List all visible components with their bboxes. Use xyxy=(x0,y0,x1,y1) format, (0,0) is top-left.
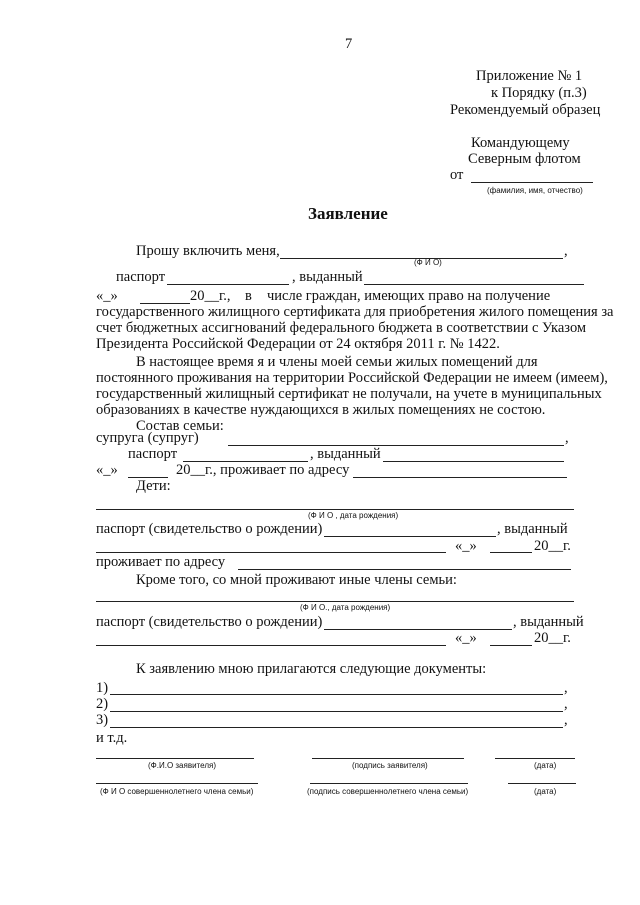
applicant-signature-line[interactable] xyxy=(312,758,464,759)
member-signature-caption: (подпись совершеннолетнего члена семьи) xyxy=(307,787,469,796)
date-year: 20__г., xyxy=(190,288,231,304)
member-fio-sign-line[interactable] xyxy=(96,783,258,784)
addressee-line-1: Командующему xyxy=(471,135,570,151)
in-word: в xyxy=(245,288,252,304)
other-issued: , выданный xyxy=(513,614,584,630)
spouse-field-line[interactable] xyxy=(228,445,564,446)
spouse-date-address: 20__г., проживает по адресу xyxy=(176,462,350,478)
spouse-comma: , xyxy=(565,430,569,446)
other-issued-line[interactable] xyxy=(96,645,446,646)
child-address-label: проживает по адресу xyxy=(96,554,226,570)
etc-text: и т.д. xyxy=(96,730,128,746)
paragraph2-line1: В настоящее время я и члены моей семьи жилых помещений для xyxy=(136,354,538,370)
date-quote: «_» xyxy=(96,288,118,304)
spouse-date-quote: «_» xyxy=(96,462,118,478)
member-date-line[interactable] xyxy=(508,783,576,784)
child-fio-line[interactable] xyxy=(96,509,574,510)
other-fio-line[interactable] xyxy=(96,601,574,602)
spouse-label: супруга (супруг) xyxy=(96,430,199,446)
appendix-line-3: Рекомендуемый образец xyxy=(450,102,601,118)
documents-heading: К заявлению мною прилагаются следующие документы: xyxy=(136,661,487,677)
from-caption: (фамилия, имя, отчество) xyxy=(487,186,583,195)
family-heading: Состав семьи: xyxy=(136,418,224,434)
passport-issued: , выданный xyxy=(292,269,363,285)
other-date-line[interactable] xyxy=(490,645,532,646)
child-passport-label: паспорт (свидетельство о рождении) xyxy=(96,521,323,537)
paragraph1-line4: Президента Российской Федерации от 24 октября 2011 г. № 1422. xyxy=(96,336,500,352)
spouse-issued: , выданный xyxy=(310,446,381,462)
child-caption: (Ф И О , дата рождения) xyxy=(308,511,399,520)
page-number: 7 xyxy=(345,36,353,52)
document-title: Заявление xyxy=(308,204,388,223)
include-me-text: Прошу включить меня, xyxy=(136,243,280,259)
document-item-1-label: 1) xyxy=(96,680,109,696)
member-fio-caption: (Ф И О совершеннолетнего члена семьи) xyxy=(100,787,254,796)
document-item-3-line[interactable] xyxy=(110,727,563,728)
applicant-signature-caption: (подпись заявителя) xyxy=(352,761,428,770)
child-issued: , выданный xyxy=(497,521,568,537)
child-passport-line[interactable] xyxy=(324,536,496,537)
other-date-year: 20__г. xyxy=(534,630,571,646)
child-issued-line[interactable] xyxy=(96,552,446,553)
from-label: от xyxy=(450,167,464,183)
member-date-caption: (дата) xyxy=(534,787,557,796)
appendix-line-2: к Порядку (п.3) xyxy=(491,85,587,101)
spouse-issued-line[interactable] xyxy=(383,461,564,462)
applicant-fio-caption: (Ф.И.О заявителя) xyxy=(148,761,216,770)
paragraph1-line1: числе граждан, имеющих право на получение xyxy=(267,288,551,304)
document-item-3-comma: , xyxy=(564,712,568,728)
other-caption: (Ф И О., дата рождения) xyxy=(300,603,391,612)
spouse-address-line[interactable] xyxy=(353,477,567,478)
other-date-quote: «_» xyxy=(455,630,477,646)
passport-label: паспорт xyxy=(116,269,166,285)
children-label: Дети: xyxy=(136,478,171,494)
other-members-heading: Кроме того, со мной проживают иные члены семьи: xyxy=(136,572,457,588)
member-signature-line[interactable] xyxy=(310,783,468,784)
document-item-2-comma: , xyxy=(564,696,568,712)
from-field-line[interactable] xyxy=(471,182,593,183)
child-date-line[interactable] xyxy=(490,552,532,553)
passport-field-line[interactable] xyxy=(167,284,289,285)
addressee-line-2: Северным флотом xyxy=(468,151,581,167)
paragraph1-line2: государственного жилищного сертификата для приобретения жилого помещения за xyxy=(96,304,614,320)
document-item-1-comma: , xyxy=(564,680,568,696)
fio-caption: (Ф И О) xyxy=(414,258,442,267)
child-date-quote: «_» xyxy=(455,538,477,554)
issued-by-line[interactable] xyxy=(364,284,584,285)
applicant-date-caption: (дата) xyxy=(534,761,557,770)
spouse-passport-label: паспорт xyxy=(128,446,178,462)
appendix-line-1: Приложение № 1 xyxy=(476,68,583,84)
paragraph2-line3: государственный жилищный сертификат не получали, на учете в муниципальных xyxy=(96,386,602,402)
applicant-date-line[interactable] xyxy=(495,758,575,759)
paragraph2-line4: образованиях в качестве нуждающихся в жилых помещениях не состою. xyxy=(96,402,546,418)
document-item-3-label: 3) xyxy=(96,712,109,728)
document-item-1-line[interactable] xyxy=(110,694,563,695)
other-passport-label: паспорт (свидетельство о рождении) xyxy=(96,614,323,630)
fio-comma: , xyxy=(564,243,568,259)
document-item-2-line[interactable] xyxy=(110,711,563,712)
paragraph2-line2: постоянного проживания на территории Российской Федерации не имеем (имеем), xyxy=(96,370,608,386)
child-date-year: 20__г. xyxy=(534,538,571,554)
applicant-fio-sign-line[interactable] xyxy=(96,758,254,759)
document-item-2-label: 2) xyxy=(96,696,109,712)
child-address-line[interactable] xyxy=(238,569,571,570)
paragraph1-line3: счет бюджетных ассигнований федерального бюджета в соответствии с Указом xyxy=(96,320,587,336)
other-passport-line[interactable] xyxy=(324,629,512,630)
